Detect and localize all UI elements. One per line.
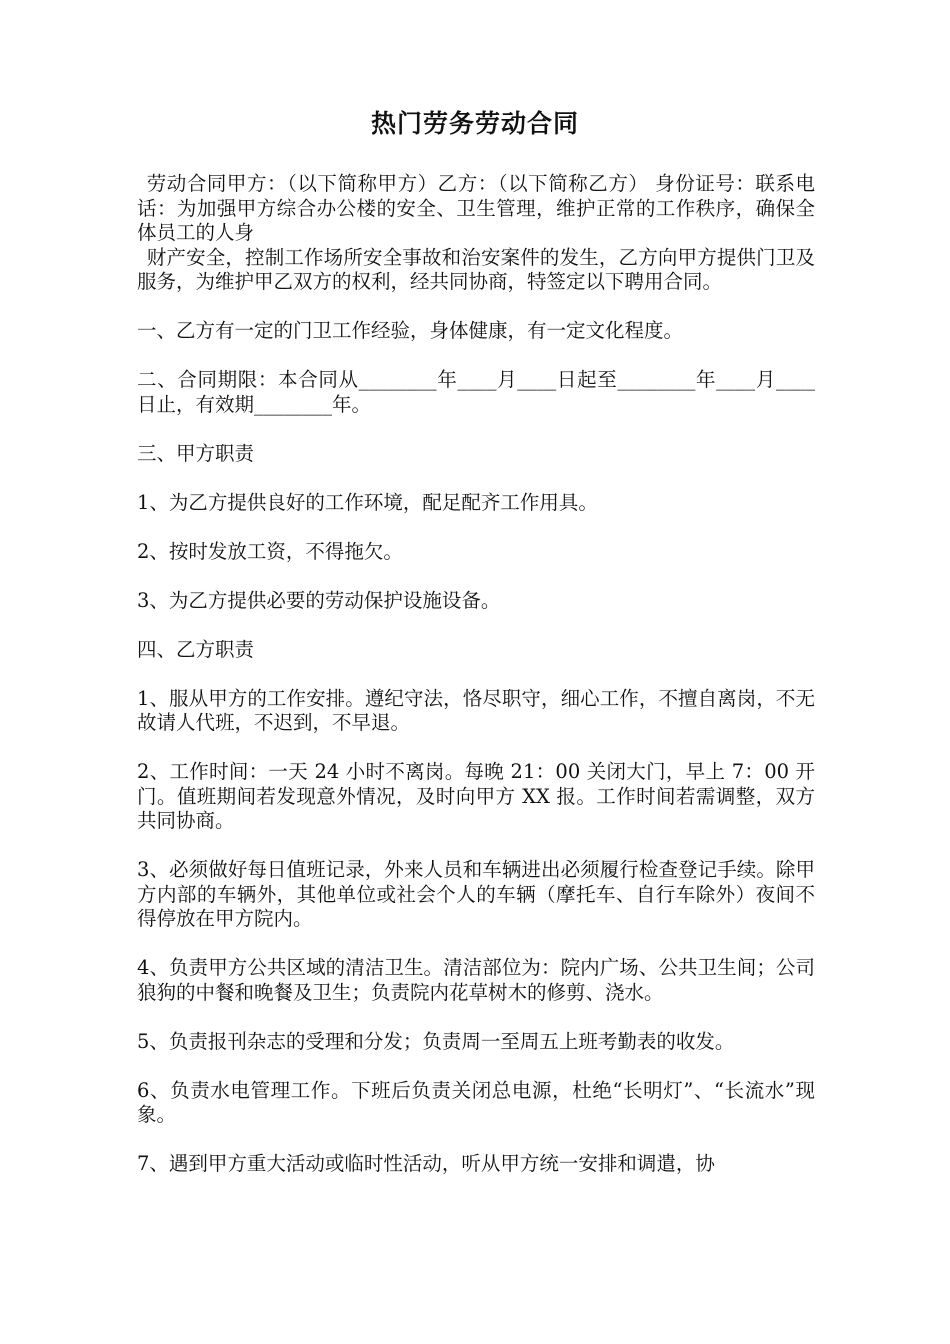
section-heading-party-b: 四、乙方职责 [137,637,255,661]
intro-line-1: 劳动合同甲方：（以下简称甲方）乙方：（以下简称乙方） 身份证号：联系电话：为加强甲方综合办公楼的安全、卫生管理，维护正常的工作秩序，确保全体员工的人身 [137,172,815,244]
clause-2-term: 二、合同期限：本合同从________年____月____日起至________年____月____日止，有效期________年。 [137,368,815,416]
party-b-duty-1: 1、服从甲方的工作安排。遵纪守法，恪尽职守，细心工作，不擅自离岗，不无故请人代班，不迟到，不早退。 [137,686,815,734]
clause-1: 一、乙方有一定的门卫工作经验，身体健康，有一定文化程度。 [137,319,684,342]
party-b-duty-5: 5、负责报刊杂志的受理和分发；负责周一至周五上班考勤表的收发。 [137,1029,735,1053]
party-a-duty-1: 1、为乙方提供良好的工作环境，配足配齐工作用具。 [137,490,598,514]
party-b-duty-2: 2、工作时间：一天 24 小时不离岗。每晚 21：00 关闭大门，早上 7：00 开门。值班期间若发现意外情况，及时向甲方 XX 报。工作时间若需调整，双方共同协商。 [137,760,815,832]
party-a-duty-3: 3、为乙方提供必要的劳动保护设施设备。 [137,588,501,612]
party-b-duty-4: 4、负责甲方公共区域的清洁卫生。清洁部位为：院内广场、公共卫生间；公司狼狗的中餐和晚餐及卫生；负责院内花草树木的修剪、浇水。 [137,956,815,1004]
party-b-duty-6: 6、负责水电管理工作。下班后负责关闭总电源，杜绝“长明灯”、“长流水”现象。 [137,1078,815,1126]
party-b-duty-3: 3、必须做好每日值班记录，外来人员和车辆进出必须履行检查登记手续。除甲方内部的车辆外，其他单位或社会个人的车辆（摩托车、自行车除外）夜间不得停放在甲方院内。 [137,858,815,930]
intro-line-2: 财产安全，控制工作场所安全事故和治安案件的发生，乙方向甲方提供门卫及服务，为维护甲乙双方的权利，经共同协商，特签定以下聘用合同。 [137,245,815,293]
intro-paragraph [137,172,815,295]
document-body [137,172,815,1177]
document-title: 热门劳务劳动合同 [370,109,579,138]
party-a-duty-2: 2、按时发放工资，不得拖欠。 [137,539,403,563]
section-heading-party-a: 三、甲方职责 [137,441,255,465]
party-b-duty-7: 7、遇到甲方重大活动或临时性活动，听从甲方统一安排和调遣，协 [137,1152,715,1175]
